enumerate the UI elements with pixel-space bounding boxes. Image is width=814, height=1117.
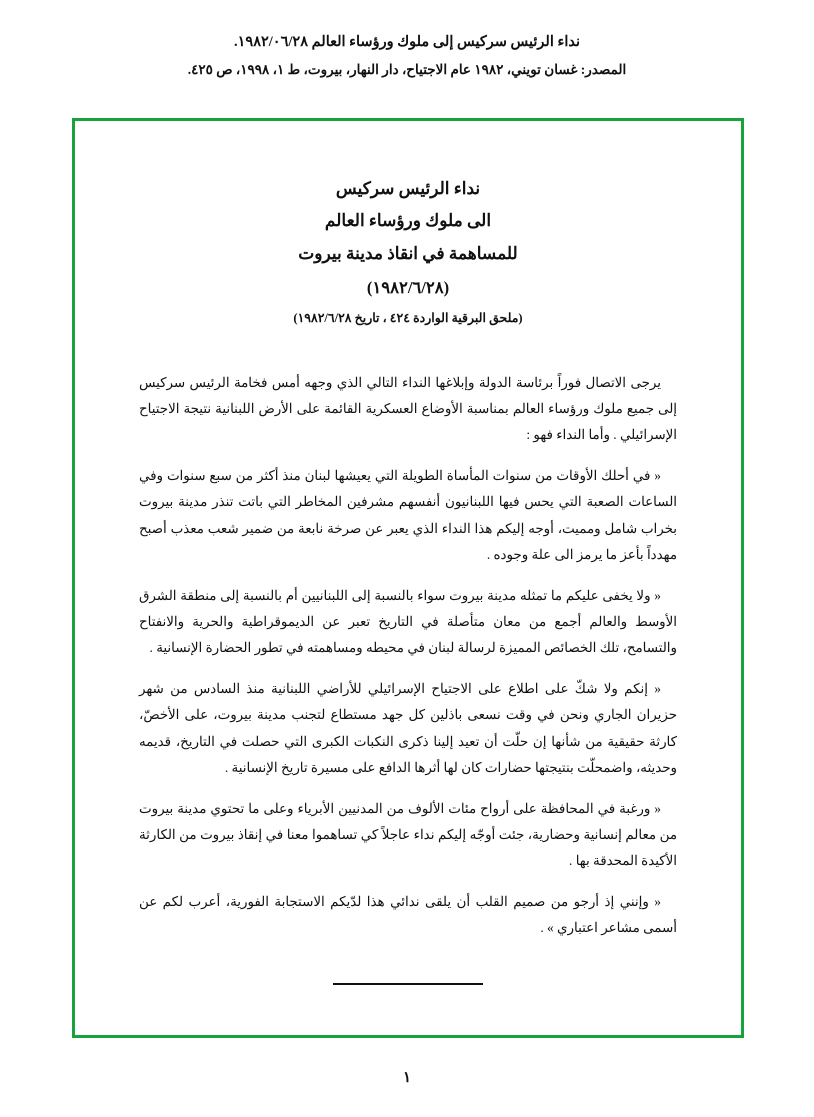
title-line-3: للمساهمة في انقاذ مدينة بيروت	[298, 243, 518, 263]
title-line-2: الى ملوك ورؤساء العالم	[324, 211, 492, 231]
frame-inner	[75, 121, 741, 1035]
body-paragraph: « إنكم ولا شكّ على اطلاع على الاجتياح الإسرائيلي للأراضي اللبنانية منذ السادس من شهر حزيران الجاري ونحن في وقت نسعى باذلين كل جهد مستطاع لتجنب مدينة بيروت، على الأخصّ، كارثة حقيقية من شأنها إن حلّت أن تعيد إلينا ذكرى النكبات الكبرى التي حصلت في التاريخ، قديمه وحديثه، واضمحلّت بنتيجتها حضارات كان لها أثرها الدافع على مسيرة تاريخ الإنسانية .	[139, 681, 677, 775]
title-line-1: نداء الرئيس سركيس	[335, 179, 481, 198]
section-divider	[333, 983, 483, 985]
header-source-line: المصدر: غسان تويني، ١٩٨٢ عام الاجتياح، دار النهار، بيروت، ط ١، ١٩٩٨، ص ٤٢٥.	[187, 62, 627, 77]
bordered-content-frame	[72, 118, 744, 1038]
section-divider-wrap	[133, 972, 683, 990]
document-title-block	[133, 173, 683, 326]
document-body	[133, 370, 683, 942]
body-paragraph: « وإنني إذ أرجو من صميم القلب أن يلقى ندائي هذا لدّيكم الاستجابة الفورية، أعرب لكم عن أسمى مشاعر اعتباري » .	[139, 894, 677, 936]
page-number: ١	[402, 1070, 412, 1086]
header-title-line: نداء الرئيس سركيس إلى ملوك ورؤساء العالم ١٩٨٢/٠٦/٢٨.	[234, 34, 580, 50]
title-date: (١٩٨٢/٦/٢٨)	[366, 277, 450, 297]
body-paragraph: « في أحلك الأوقات من سنوات المأساة الطويلة التي يعيشها لبنان منذ أكثر من سبع سنوات وفي الساعات الصعبة التي يحس فيها اللبنانيون أنفسهم مشرفين المخاطر التي باتت تنذر مدينة بيروت بخراب شامل ومميت، أوجه إليكم هذا النداء الذي يعبر عن صرخة نابعة من ضمير شعب معذب أصبح مهدداً بأعز ما يرمز الى علة وجوده .	[139, 468, 677, 562]
body-paragraph: يرجى الاتصال فوراً برئاسة الدولة وإبلاغها النداء التالي الذي وجهه أمس فخامة الرئيس سركيس إلى جميع ملوك ورؤساء العالم بمناسبة الأوضاع العسكرية القائمة على الأرض اللبنانية نتيجة الاجتياح الإسرائيلي . وأما النداء فهو :	[139, 374, 677, 443]
document-header	[0, 34, 814, 78]
title-reference-note: (ملحق البرقية الواردة ٤٢٤ ، تاريخ ١٩٨٢/٦/٢٨)	[293, 310, 523, 325]
body-paragraph: « ورغبة في المحافظة على أرواح مئات الألوف من المدنيين الأبرياء وعلى ما تحتوي مدينة بيروت من معالم إنسانية وحضارية، جئت أوجّه إليكم نداء عاجلاً كي تساهموا معنا في إنقاذ بيروت من الكارثة الأكيدة المحدقة بها .	[139, 800, 677, 869]
body-paragraph: « ولا يخفى عليكم ما تمثله مدينة بيروت سواء بالنسبة إلى اللبنانيين أم بالنسبة إلى منطقة الشرق الأوسط والعالم أجمع من معان متأصلة في التاريخ تعبر عن الديموقراطية والحرية والانفتاح والتسامح، تلك الخصائص المميزة لرسالة لبنان في محيطه ومساهمته في تطور الحضارة الإنسانية .	[139, 587, 677, 656]
